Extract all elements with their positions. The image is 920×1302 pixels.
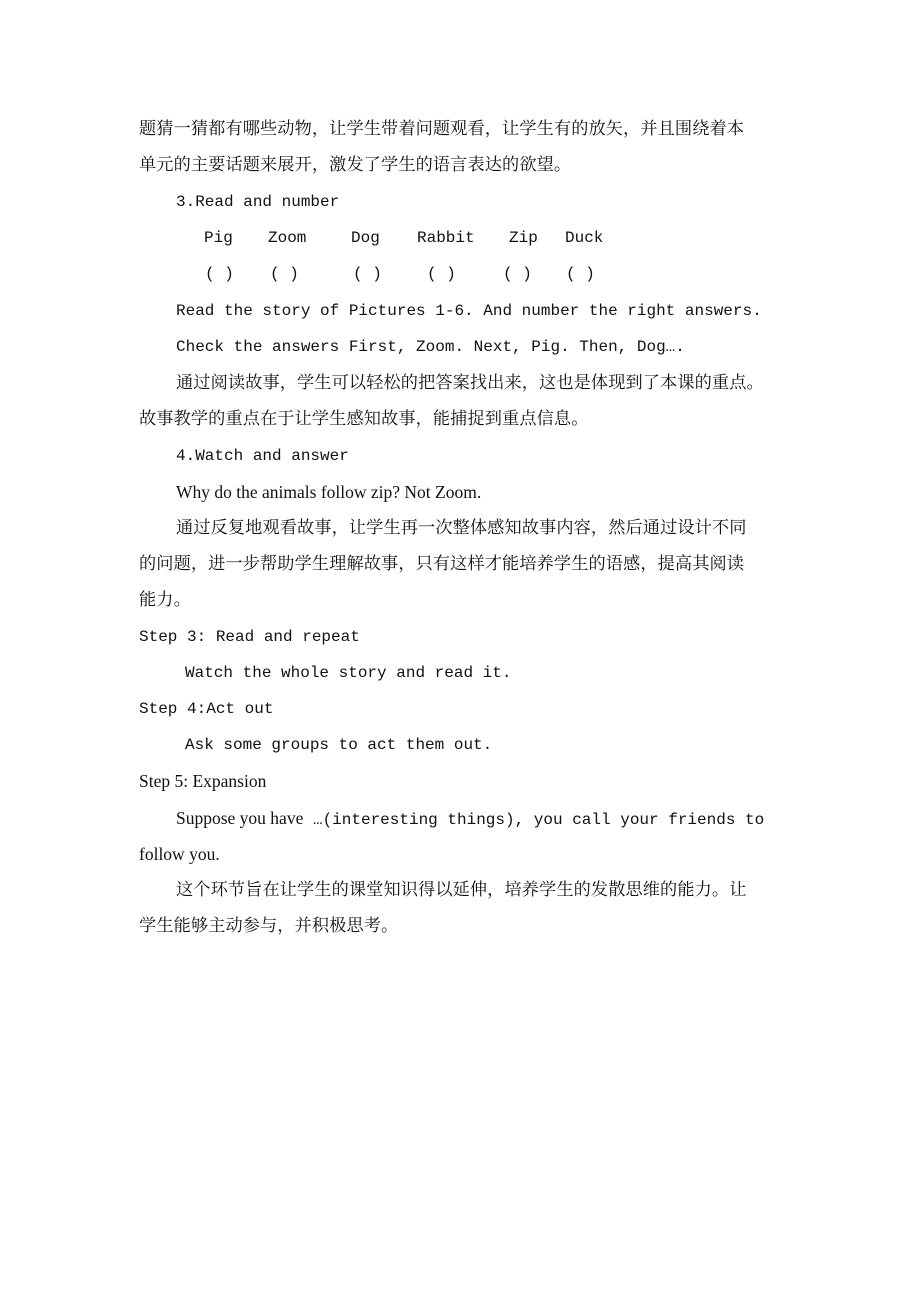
- animal-label-duck: Duck: [565, 229, 604, 247]
- paragraph-1-line-1: 题猜一猜都有哪些动物，让学生带着问题观看，让学生有的放矢，并且围绕着本: [139, 119, 745, 139]
- paragraph-1-line-2: 单元的主要话题来展开，激发了学生的语言表达的欲望。: [139, 155, 572, 175]
- read-and-number-heading: 3.Read and number: [176, 193, 340, 211]
- step-4-detail: Ask some groups to act them out.: [185, 736, 493, 754]
- animal-label-pig: Pig: [204, 229, 233, 247]
- step-5-heading: Step 5: Expansion: [139, 771, 267, 791]
- watch-and-answer-heading: 4.Watch and answer: [176, 447, 349, 465]
- animal-label-zip: Zip: [509, 229, 538, 247]
- read-story-instruction: Read the story of Pictures 1-6. And number the right answers.: [176, 302, 762, 320]
- paragraph-2-line-2: 故事教学的重点在于让学生感知故事，能捕捉到重点信息。: [139, 409, 589, 429]
- why-question: Why do the animals follow zip? Not Zoom.: [176, 482, 482, 502]
- step-3-heading: Step 3: Read and repeat: [139, 628, 360, 646]
- answer-blank-pig: ( ): [205, 265, 234, 283]
- answer-blank-duck: ( ): [566, 265, 595, 283]
- paragraph-4-line-2: 学生能够主动参与，并积极思考。: [139, 916, 399, 936]
- suppose-text-rest: …(interesting things), you call your friends to: [303, 811, 765, 829]
- step-3-detail: Watch the whole story and read it.: [185, 664, 512, 682]
- animal-label-rabbit: Rabbit: [417, 229, 475, 247]
- paragraph-3-line-2: 的问题，进一步帮助学生理解故事，只有这样才能培养学生的语感，提高其阅读: [139, 554, 745, 574]
- animal-label-dog: Dog: [351, 229, 380, 247]
- answer-blank-zip: ( ): [503, 265, 532, 283]
- paragraph-3-line-1: 通过反复地观看故事，让学生再一次整体感知故事内容，然后通过设计不同: [176, 518, 747, 538]
- animal-label-zoom: Zoom: [268, 229, 307, 247]
- suppose-line-2: follow you.: [139, 844, 220, 864]
- step-4-heading: Step 4:Act out: [139, 700, 274, 718]
- answer-blank-dog: ( ): [353, 265, 382, 283]
- check-answers-instruction: Check the answers First, Zoom. Next, Pig. Then, Dog….: [176, 338, 685, 356]
- answer-blank-zoom: ( ): [270, 265, 299, 283]
- suppose-line: [176, 808, 764, 830]
- paragraph-3-line-3: 能力。: [139, 590, 191, 610]
- answer-blank-rabbit: ( ): [427, 265, 456, 283]
- paragraph-4-line-1: 这个环节旨在让学生的课堂知识得以延伸，培养学生的发散思维的能力。让: [176, 880, 747, 900]
- paragraph-2-line-1: 通过阅读故事，学生可以轻松的把答案找出来，这也是体现到了本课的重点。: [176, 373, 764, 393]
- suppose-text-start: Suppose you have: [176, 808, 304, 828]
